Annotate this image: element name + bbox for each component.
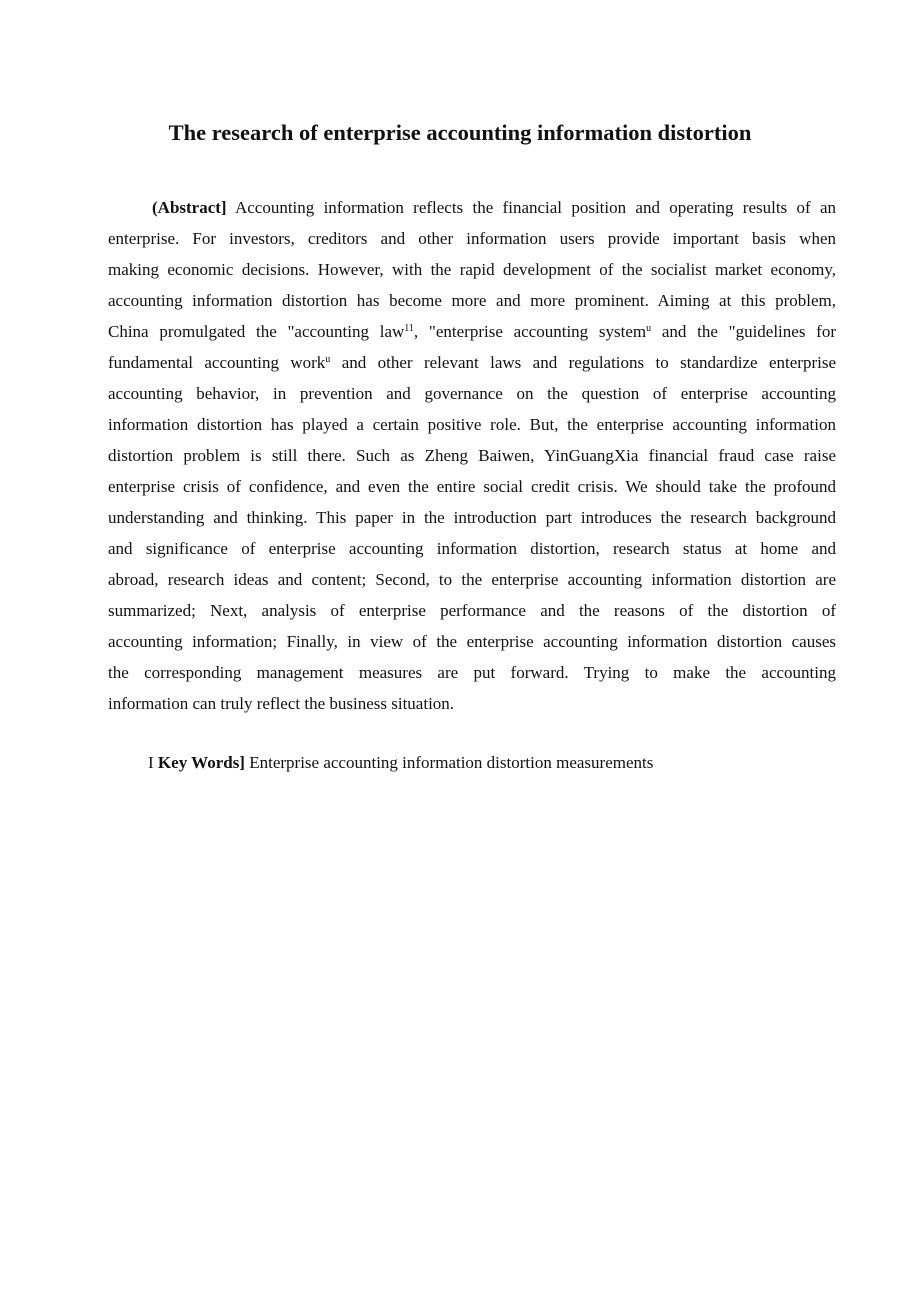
keywords-label: Key Words] bbox=[157, 753, 245, 772]
abstract-text: Accounting information reflects the financial position and operating results of an bbox=[226, 198, 836, 217]
document-title: The research of enterprise accounting information distortion bbox=[168, 120, 752, 145]
abstract-text: fundamental accounting work bbox=[108, 353, 326, 372]
abstract-line: accounting information; Finally, in view of the enterprise accounting information distortion causes bbox=[108, 632, 836, 651]
abstract-line bbox=[108, 350, 836, 381]
abstract-line: the corresponding management measures are put forward. Trying to make the accounting bbox=[108, 663, 836, 682]
superscript: u bbox=[646, 323, 652, 334]
superscript: 11 bbox=[404, 323, 414, 334]
keywords bbox=[148, 750, 653, 775]
abstract-line: enterprise crisis of confidence, and even the entire social credit crisis. We should take the profound bbox=[108, 477, 836, 496]
abstract-label: (Abstract] bbox=[152, 198, 227, 217]
abstract-text: China promulgated the "accounting law bbox=[108, 322, 405, 341]
abstract-line: accounting information distortion has become more and more prominent. Aiming at this problem, bbox=[108, 291, 836, 310]
abstract bbox=[108, 195, 836, 722]
abstract-line: enterprise. For investors, creditors and other information users provide important basis when bbox=[108, 229, 836, 248]
abstract-text: and other relevant laws and regulations to standardize enterprise bbox=[330, 353, 836, 372]
abstract-line: accounting behavior, in prevention and governance on the question of enterprise accounting bbox=[108, 384, 836, 403]
abstract-line: information distortion has played a certain positive role. But, the enterprise accounting information bbox=[108, 415, 836, 434]
abstract-line: summarized; Next, analysis of enterprise performance and the reasons of the distortion of bbox=[108, 601, 836, 620]
abstract-line: information can truly reflect the business situation. bbox=[108, 694, 455, 713]
superscript: u bbox=[325, 354, 331, 365]
abstract-line: distortion problem is still there. Such as Zheng Baiwen, YinGuangXia financial fraud case raise bbox=[108, 446, 836, 465]
abstract-line bbox=[108, 319, 836, 350]
abstract-line: making economic decisions. However, with the rapid development of the socialist market economy, bbox=[108, 260, 836, 279]
abstract-line bbox=[108, 195, 836, 226]
keywords-text: Enterprise accounting information distortion measurements bbox=[244, 753, 654, 772]
abstract-line: abroad, research ideas and content; Second, to the enterprise accounting information distortion are bbox=[108, 570, 836, 589]
abstract-text: , "enterprise accounting system bbox=[413, 322, 647, 341]
abstract-line: and significance of enterprise accounting information distortion, research status at home and bbox=[108, 539, 836, 558]
abstract-line: understanding and thinking. This paper in the introduction part introduces the research background bbox=[108, 508, 836, 527]
keywords-prefix: I bbox=[148, 753, 158, 772]
abstract-text: and the "guidelines for bbox=[651, 322, 836, 341]
